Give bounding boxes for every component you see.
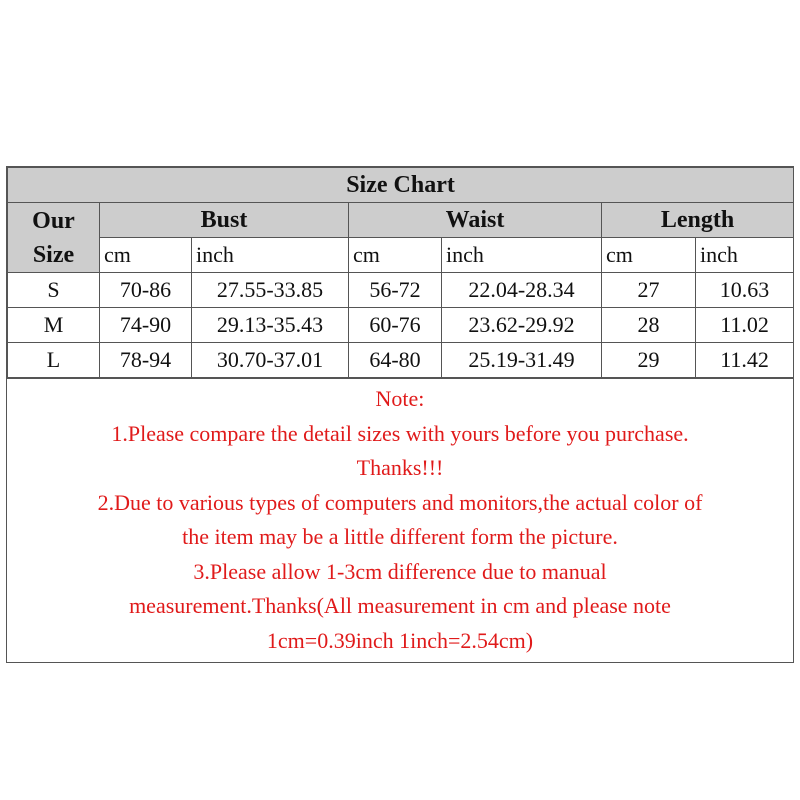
table-row [8, 343, 794, 378]
waist-cm-header: cm [349, 238, 442, 273]
bust-cm-header: cm [100, 238, 192, 273]
waist-cm-cell: 64-80 [349, 343, 442, 378]
bust-cm-cell: 74-90 [100, 308, 192, 343]
bust-inch-cell: 27.55-33.85 [192, 273, 349, 308]
length-cm-cell: 28 [602, 308, 696, 343]
size-table [7, 167, 794, 378]
bust-cm-cell: 78-94 [100, 343, 192, 378]
note-line: measurement.Thanks(All measurement in cm and please note [129, 593, 671, 618]
size-cell: M [8, 308, 100, 343]
table-row [8, 308, 794, 343]
note-line: Thanks!!! [356, 455, 444, 480]
bust-header: Bust [100, 203, 349, 238]
length-cm-header: cm [602, 238, 696, 273]
length-inch-cell: 11.42 [696, 343, 794, 378]
note-line: 1cm=0.39inch 1inch=2.54cm) [266, 627, 534, 653]
bust-inch-cell: 29.13-35.43 [192, 308, 349, 343]
note-line: 3.Please allow 1-3cm difference due to manual [193, 558, 607, 584]
waist-header: Waist [349, 203, 602, 238]
bust-inch-header: inch [192, 238, 349, 273]
notes-block [7, 378, 793, 662]
waist-cm-cell: 60-76 [349, 308, 442, 343]
table-title: Size Chart [8, 168, 794, 203]
length-inch-header: inch [696, 238, 794, 273]
note-line: 2.Due to various types of computers and monitors,the actual color of [97, 489, 703, 515]
waist-cm-cell: 56-72 [349, 273, 442, 308]
our-size-line2: Size [32, 241, 75, 268]
size-cell: L [8, 343, 100, 378]
waist-inch-cell: 22.04-28.34 [442, 273, 602, 308]
length-inch-cell: 10.63 [696, 273, 794, 308]
waist-inch-cell: 23.62-29.92 [442, 308, 602, 343]
length-header: Length [602, 203, 794, 238]
our-size-line1: Our [32, 207, 75, 234]
length-cm-cell: 27 [602, 273, 696, 308]
bust-cm-cell: 70-86 [100, 273, 192, 308]
note-line: 1.Please compare the detail sizes with yours before you purchase. [111, 420, 689, 446]
bust-inch-cell: 30.70-37.01 [192, 343, 349, 378]
waist-inch-header: inch [442, 238, 602, 273]
table-row [8, 273, 794, 308]
note-heading: Note: [375, 386, 425, 411]
length-inch-cell: 11.02 [696, 308, 794, 343]
length-cm-cell: 29 [602, 343, 696, 378]
note-line: the item may be a little different form the picture. [182, 524, 618, 549]
size-chart-sheet [6, 166, 794, 663]
size-cell: S [8, 273, 100, 308]
waist-inch-cell: 25.19-31.49 [442, 343, 602, 378]
our-size-header [8, 203, 100, 273]
